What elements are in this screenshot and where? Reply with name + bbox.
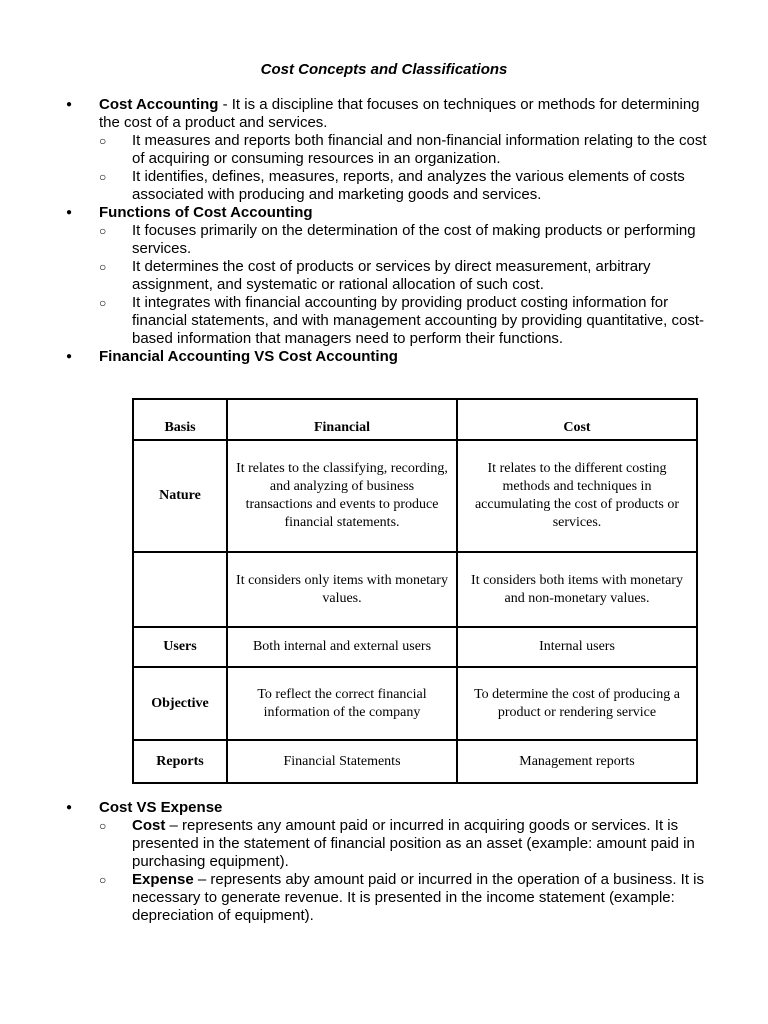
table-cell: Both internal and external users <box>227 627 457 667</box>
list-item: ○ It determines the cost of products or services by direct measurement, arbitrary assignment, and systematic or rational allocation of such cost. <box>99 258 708 294</box>
list-item <box>99 817 708 871</box>
table-cell: Management reports <box>457 740 697 783</box>
term-cost-accounting: Cost Accounting <box>99 96 219 113</box>
cost-vs-expense-heading: Cost VS Expense <box>99 799 223 816</box>
header-basis: Basis <box>133 399 227 440</box>
table-row <box>133 667 697 740</box>
term-expense: Expense <box>132 871 194 888</box>
header-financial: Financial <box>227 399 457 440</box>
functions-points <box>99 222 708 348</box>
comparison-heading: Financial Accounting VS Cost Accounting <box>99 348 398 365</box>
table-cell: It considers only items with monetary values. <box>227 552 457 627</box>
list-item: ○ It focuses primarily on the determination of the cost of making products or performing services. <box>99 222 708 258</box>
list-item: ○ It integrates with financial accounting by providing product costing information for financial statements, and with management accounting by providing quantitative, cost-based information that managers need to perform their functions. <box>99 294 708 348</box>
cost-definition: – represents any amount paid or incurred in acquiring goods or services. It is presented in the statement of financial position as an asset (example: amount paid in purchasing equipment). <box>132 817 695 870</box>
cost-accounting-definition: - It is a discipline that focuses on techniques or methods for determining the cost of a product and services. <box>99 96 700 131</box>
table-row <box>133 740 697 783</box>
list-item: ○ It identifies, defines, measures, reports, and analyzes the various elements of costs associated with producing and marketing goods and services. <box>99 168 708 204</box>
functions-heading: Functions of Cost Accounting <box>99 204 313 221</box>
list-item-comparison <box>0 348 768 366</box>
list-item-functions <box>0 204 768 348</box>
list-item <box>99 871 708 925</box>
table-row <box>133 552 697 627</box>
table-cell: Reports <box>133 740 227 783</box>
table-cell: It relates to the different costing methods and techniques in accumulating the cost of products or services. <box>457 440 697 552</box>
cost-vs-expense-list <box>0 799 768 925</box>
table-cell: Nature <box>133 440 227 552</box>
table-row <box>133 627 697 667</box>
table-cell: To reflect the correct financial information of the company <box>227 667 457 740</box>
list-item-cost-vs-expense <box>0 799 768 925</box>
header-cost: Cost <box>457 399 697 440</box>
table-cell: To determine the cost of producing a product or rendering service <box>457 667 697 740</box>
table-row <box>133 440 697 552</box>
table-cell: Users <box>133 627 227 667</box>
list-item: ○ It measures and reports both financial and non-financial information relating to the cost of acquiring or consuming resources in an organization. <box>99 132 708 168</box>
cost-vs-expense-points <box>99 817 708 925</box>
table-cell: Financial Statements <box>227 740 457 783</box>
list-item-cost-accounting <box>0 96 768 204</box>
table-header-row <box>133 399 697 440</box>
table-cell <box>133 552 227 627</box>
term-cost: Cost <box>132 817 166 834</box>
table-cell: Objective <box>133 667 227 740</box>
page-title: Cost Concepts and Classifications <box>260 61 508 78</box>
cost-vs-expense-section <box>0 799 768 925</box>
table-cell: It considers both items with monetary and non-monetary values. <box>457 552 697 627</box>
cost-accounting-points <box>99 132 708 204</box>
table-cell: Internal users <box>457 627 697 667</box>
main-list <box>0 96 768 366</box>
table-cell: It relates to the classifying, recording, and analyzing of business transactions and events to produce financial statements. <box>227 440 457 552</box>
expense-definition: – represents aby amount paid or incurred in the operation of a business. It is necessary to generate revenue. It is presented in the income statement (example: depreciation of equipment). <box>132 871 704 924</box>
document-body <box>0 96 768 366</box>
comparison-table <box>132 398 698 784</box>
